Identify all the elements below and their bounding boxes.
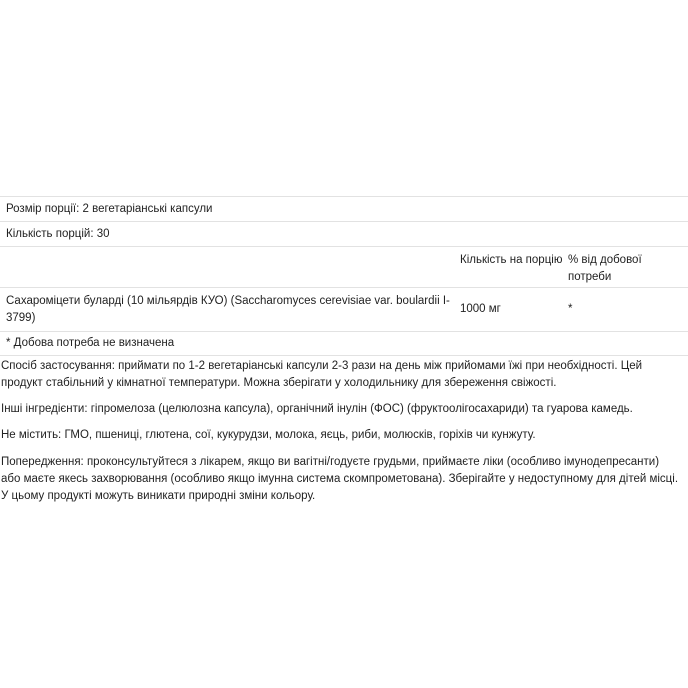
supplement-facts-table	[0, 196, 688, 356]
header-amount: Кількість на порцію	[460, 254, 563, 266]
table-row	[0, 287, 688, 331]
ingredient-name: Сахароміцети буларді (10 мільярдів КУО) (Saccharomyces cerevisiae var. boulardii I-3799)	[6, 294, 450, 324]
other-ingredients-note: Інші інгредієнти: гіпромелоза (целюлозна капсула), органічний інулін (ФОС) (фруктоолігосахариди) та гуарова камедь.	[1, 403, 633, 415]
serving-size-row	[0, 196, 688, 221]
footnote-row	[0, 331, 688, 356]
warnings-note: Попередження: проконсультуйтеся з лікарем, якщо ви вагітні/годуєте грудьми, приймаєте ліки (особливо імунодепресанти) або маєте якесь захворювання (особливо якщо імунна система скомпрометована). Зберігайте у недоступному для дітей місці. У цьому продукті можуть виникати природні зміни кольору.	[1, 456, 679, 502]
product-notes	[0, 358, 681, 514]
ingredient-daily-value: *	[568, 303, 573, 315]
footnote: * Добова потреба не визначена	[6, 337, 175, 349]
ingredient-amount: 1000 мг	[460, 303, 501, 315]
table-header-row	[0, 246, 688, 287]
servings-count: Кількість порцій: 30	[6, 227, 110, 240]
free-from-note: Не містить: ГМО, пшениці, глютена, сої, кукурудзи, молока, яєць, риби, молюсків, горіхів чи кунжуту.	[1, 429, 536, 441]
servings-count-row	[0, 221, 688, 246]
serving-size: Розмір порції: 2 вегетаріанські капсули	[6, 202, 213, 215]
header-daily-value: % від добової потреби	[568, 254, 642, 283]
usage-note: Спосіб застосування: приймати по 1-2 вегетаріанські капсули 2-3 рази на день між прийомами їжі при необхідності. Цей продукт стабільний у кімнатної температури. Можна зберігати у холодильнику для збереження свіжості.	[1, 360, 643, 389]
